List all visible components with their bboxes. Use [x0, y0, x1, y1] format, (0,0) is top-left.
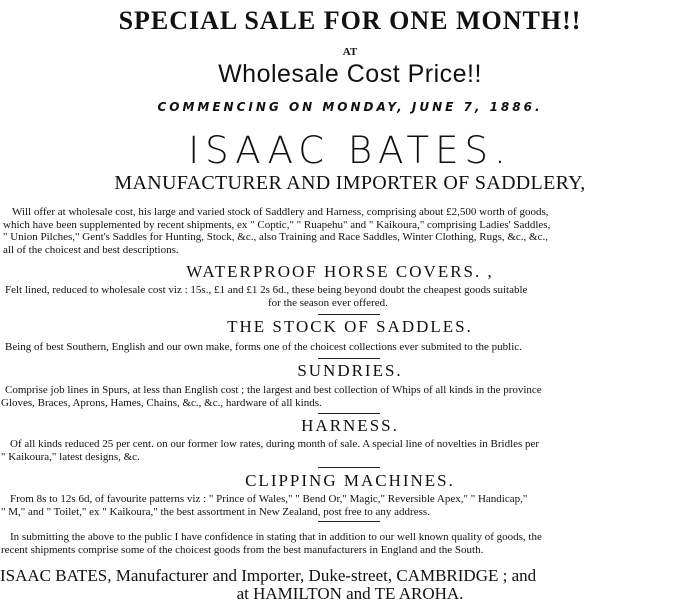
- headline-wholesale: Wholesale Cost Price!!: [218, 60, 482, 88]
- section-body-clipping-machines: [0, 493, 700, 518]
- footer-branches-line: at HAMILTON and TE AROHA.: [236, 584, 464, 603]
- intro-line: which have been supplemented by recent shipments, ex " Coptic," " Ruapehu" and " Kaikoura," comprising Ladies' Saddles,: [3, 218, 551, 231]
- closing-line: In submitting the above to the public I have confidence in stating that in addition to our well known quality of goods, the: [10, 531, 542, 543]
- section-heading-harness: HARNESS.: [301, 416, 399, 435]
- headline-at: AT: [342, 46, 358, 58]
- headline-commencing-date: COMMENCING ON MONDAY, JUNE 7, 1886.: [157, 100, 543, 114]
- section-line: for the season ever offered.: [268, 296, 388, 309]
- intro-line: Will offer at wholesale cost, his large and varied stock of Saddlery and Harness, comprising about £2,500 worth of goods,: [12, 206, 549, 218]
- section-line: " M," and " Toilet," ex " Kaikoura," the best assortment in New Zealand, post free to any address.: [1, 505, 430, 518]
- section-line: From 8s to 12s 6d, of favourite patterns viz : " Prince of Wales," " Bend Or," Magic," Reversible Apex," " Handicap,": [10, 493, 528, 505]
- section-line: Being of best Southern, English and our own make, forms one of the choicest collections ever submited to the public.: [5, 341, 522, 353]
- headline-special-sale: SPECIAL SALE FOR ONE MONTH!!: [118, 6, 582, 35]
- section-body-horse-covers: [0, 284, 700, 309]
- section-divider: [318, 467, 380, 468]
- section-line: " Kaikoura," latest designs, &c.: [1, 450, 140, 463]
- section-line: Comprise job lines in Spurs, at less than English cost ; the largest and best collection of Whips of all kinds in the province: [5, 384, 542, 396]
- section-divider: [318, 413, 380, 414]
- intro-line: " Union Pilches," Gent's Saddles for Hunting, Stock, &c., also Training and Race Saddles, Winter Clothing, Rugs, &c., &c.,: [3, 231, 548, 243]
- section-heading-horse-covers: WATERPROOF HORSE COVERS. ,: [186, 262, 494, 281]
- section-divider: [318, 358, 380, 359]
- footer-address-line: ISAAC BATES, Manufacturer and Importer, Duke-street, CAMBRIDGE ; and: [0, 566, 537, 585]
- closing-line: recent shipments comprise some of the choicest goods from the best manufacturers in England and the South.: [1, 543, 484, 556]
- intro-paragraph: [0, 206, 700, 256]
- section-divider: [318, 314, 380, 315]
- merchant-trade: MANUFACTURER AND IMPORTER OF SADDLERY,: [114, 172, 586, 194]
- section-body-sundries: [0, 384, 700, 409]
- section-line: Felt lined, reduced to wholesale cost viz : 15s., £1 and £1 2s 6d., these being beyond doubt the cheapest goods suitable: [5, 284, 528, 296]
- intro-line: all of the choicest and best descriptions.: [3, 243, 179, 256]
- section-heading-saddles: THE STOCK OF SADDLES.: [227, 317, 473, 336]
- section-body-harness: [0, 438, 700, 463]
- section-body-saddles: [0, 341, 700, 354]
- section-line: Of all kinds reduced 25 per cent. on our former low rates, during month of sale. A special line of novelties in Bridles per: [10, 438, 540, 450]
- section-heading-sundries: SUNDRIES.: [297, 361, 403, 380]
- section-heading-clipping-machines: CLIPPING MACHINES.: [245, 471, 455, 490]
- closing-paragraph: [0, 531, 700, 556]
- section-divider: [318, 521, 380, 522]
- merchant-name: ISAAC BATES.: [188, 129, 512, 172]
- section-line: Gloves, Braces, Aprons, Hames, Chains, &c., &c., hardware of all kinds.: [1, 396, 322, 409]
